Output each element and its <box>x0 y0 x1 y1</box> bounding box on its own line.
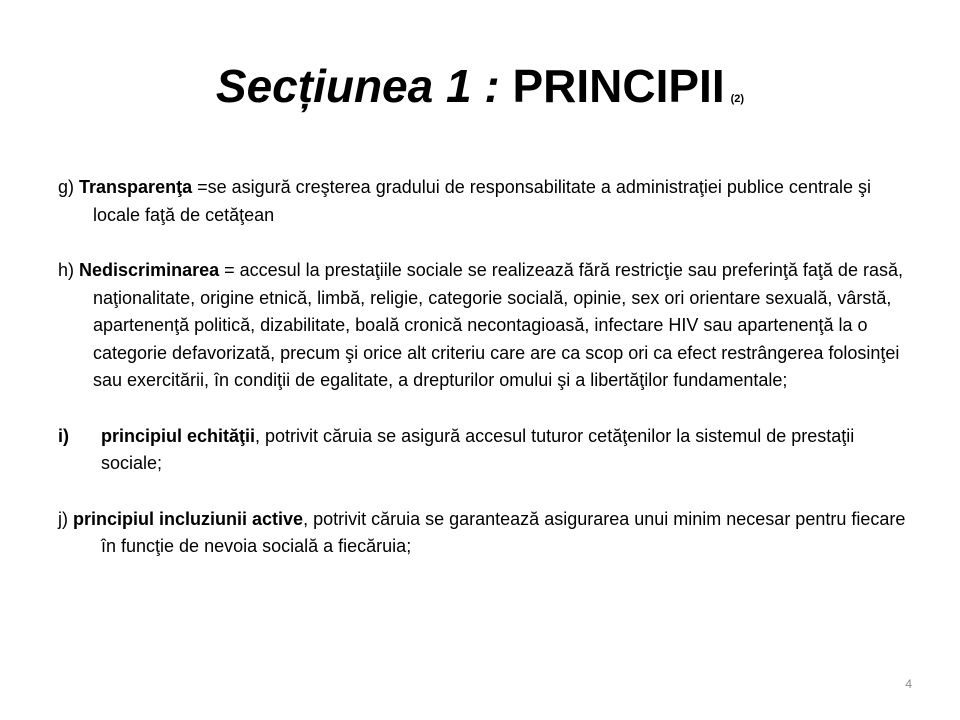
paragraph-g-text: =se asigură creşterea gradului de responsabilitate a administraţiei publice centrale şi locale faţă de cetăţean <box>93 177 871 225</box>
paragraph-i-text: , potrivit căruia se asigură accesul tuturor cetăţenilor la sistemul de prestaţii sociale; <box>101 425 855 473</box>
paragraph-h-term: Nediscriminarea <box>79 260 220 280</box>
page-number: 4 <box>905 677 912 691</box>
paragraph-j <box>58 506 916 561</box>
slide-title-part: (2) <box>730 93 745 105</box>
paragraph-g-term: Transparenţa <box>79 177 193 197</box>
slide-title <box>0 58 960 127</box>
paragraph-j-term: principiul incluziunii active <box>73 508 304 529</box>
paragraph-g <box>58 174 916 229</box>
paragraph-h <box>58 257 916 395</box>
paragraph-h-marker: h) <box>58 260 75 280</box>
paragraph-i <box>58 423 916 478</box>
slide-title-heading: PRINCIPII <box>512 60 725 112</box>
paragraph-i-marker: i) <box>58 425 69 446</box>
paragraph-i-term: principiul echităţii <box>101 425 256 446</box>
paragraph-h-text: = accesul la prestaţiile sociale se realizează fără restricţie sau preferinţă faţă de rasă, naţionalitate, origine etnică, limbă, religie, categorie socială, opinie, sex ori orientare sexuală, vârstă, apartenenţă politică, dizabilitate, boală cronică necontagioasă, infectare HIV sau apartenenţă la o categorie defavorizată, precum şi orice alt criteriu care are ca scop ori ca efect restrângerea folosinţei sau exercitării, în condiţii de egalitate, a drepturilor omului şi a libertăţilor fundamentale; <box>93 260 903 390</box>
paragraph-j-marker: j) <box>58 508 68 529</box>
slide-title-section: Secțiunea 1 : <box>215 60 500 112</box>
paragraph-j-text: , potrivit căruia se garantează asigurarea unui minim necesar pentru fiecare în funcţie de nevoia socială a fiecăruia; <box>101 508 906 556</box>
slide-body <box>58 174 916 589</box>
paragraph-g-marker: g) <box>58 177 75 197</box>
